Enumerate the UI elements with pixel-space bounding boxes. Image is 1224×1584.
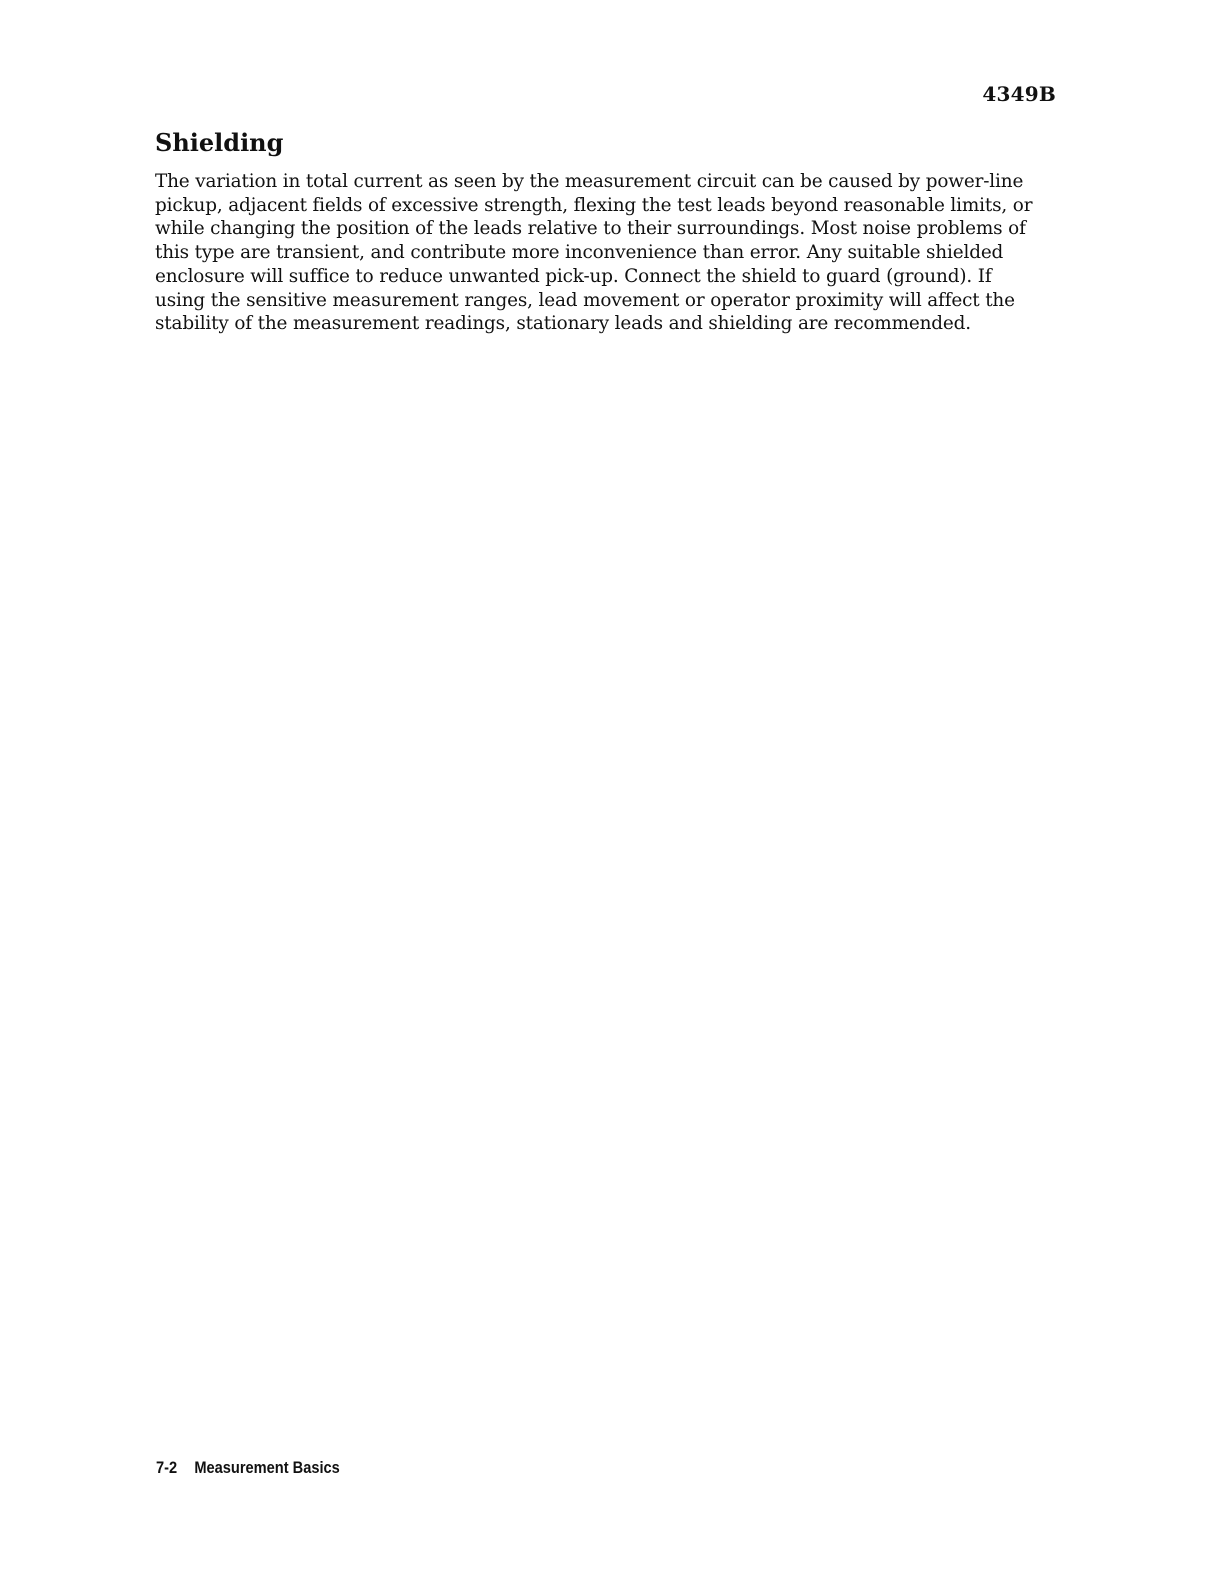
body-line: stability of the measurement readings, stationary leads and shielding are recommended. xyxy=(155,313,971,335)
page-footer xyxy=(156,1458,340,1478)
section-heading: Shielding xyxy=(155,128,284,157)
page-number: 7-2 xyxy=(156,1458,178,1477)
body-line: using the sensitive measurement ranges, lead movement or operator proximity will affect the xyxy=(155,289,1015,311)
body-line: while changing the position of the leads relative to their surroundings. Most noise problems of xyxy=(155,218,1026,240)
page-header-model: 4349B xyxy=(982,82,1056,106)
section-body xyxy=(155,170,1055,336)
chapter-title: Measurement Basics xyxy=(194,1458,340,1477)
body-line: this type are transient, and contribute more inconvenience than error. Any suitable shielded xyxy=(155,242,1004,264)
body-line: The variation in total current as seen by the measurement circuit can be caused by power-line xyxy=(155,171,1024,192)
body-line: pickup, adjacent fields of excessive strength, flexing the test leads beyond reasonable limits, or xyxy=(155,194,1033,216)
body-line: enclosure will suffice to reduce unwanted pick-up. Connect the shield to guard (ground). If xyxy=(155,265,992,287)
